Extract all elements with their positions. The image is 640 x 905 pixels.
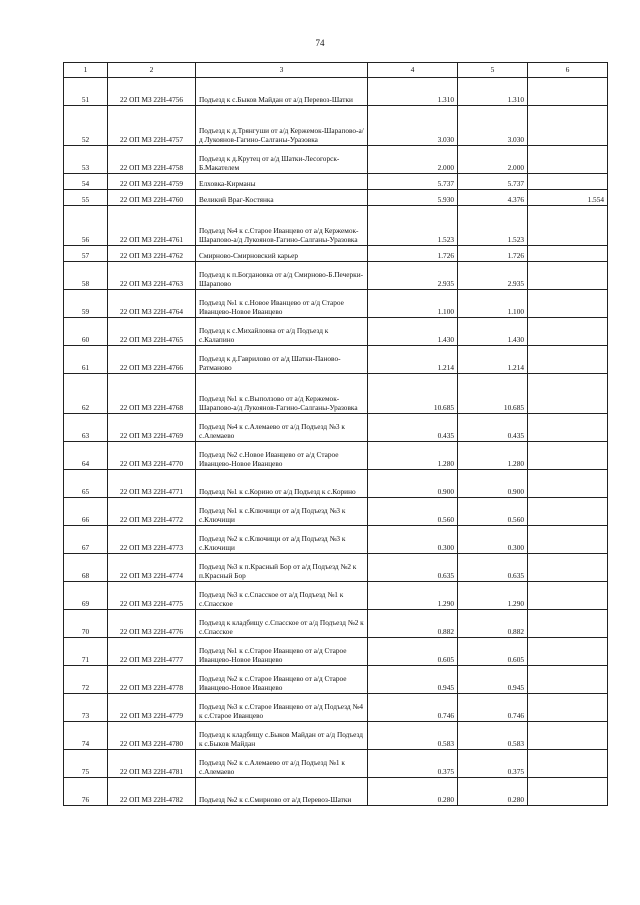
table-body [64,78,608,806]
length-column-5: 0.900 [458,470,528,498]
length-total: 10.685 [368,374,458,414]
row-number: 74 [64,722,108,750]
road-name: Подъезд №4 к с.Алемаево от а/д Подъезд №3 к с.Алемаево [196,414,368,442]
table-row [64,174,608,190]
road-code: 22 ОП МЗ 22Н-4765 [108,318,196,346]
length-total: 0.882 [368,610,458,638]
table-row [64,346,608,374]
row-number: 73 [64,694,108,722]
row-number: 75 [64,750,108,778]
road-name: Подъезд №3 к с.Старое Иванцево от а/д Подъезд №4 к с.Старое Иванцево [196,694,368,722]
length-column-5: 2.935 [458,262,528,290]
row-number: 76 [64,778,108,806]
column-header-4: 4 [368,63,458,78]
length-column-5: 1.214 [458,346,528,374]
length-total: 1.523 [368,206,458,246]
road-name: Подъезд №2 к с.Смирново от а/д Перевоз-Шатки [196,778,368,806]
table-row [64,498,608,526]
length-column-6 [528,146,608,174]
length-column-5: 0.605 [458,638,528,666]
length-column-5: 1.280 [458,442,528,470]
road-code: 22 ОП МЗ 22Н-4777 [108,638,196,666]
length-total: 0.746 [368,694,458,722]
road-name: Смирново-Смирновский карьер [196,246,368,262]
road-code: 22 ОП МЗ 22Н-4773 [108,526,196,554]
length-column-5: 0.583 [458,722,528,750]
table-row [64,414,608,442]
road-name: Подъезд №2 с.Новое Иванцево от а/д Старое Иванцево-Новое Иванцево [196,442,368,470]
road-name: Подъезд №3 к п.Красный Бор от а/д Подъезд №2 к п.Красный Бор [196,554,368,582]
road-name: Подъезд №3 к с.Спасское от а/д Подъезд №1 к с.Спасское [196,582,368,610]
length-column-6 [528,526,608,554]
table-row [64,78,608,106]
table-row [64,750,608,778]
table-row [64,106,608,146]
length-column-6 [528,722,608,750]
length-column-6 [528,262,608,290]
length-column-6 [528,246,608,262]
column-header-6: 6 [528,63,608,78]
table-header-row [64,63,608,78]
table-row [64,262,608,290]
road-code: 22 ОП МЗ 22Н-4768 [108,374,196,414]
column-header-1: 1 [64,63,108,78]
road-code: 22 ОП МЗ 22Н-4761 [108,206,196,246]
road-name: Подъезд №4 к с.Старое Иванцево от а/д Кержемок-Шарапово-а/д Лукоянов-Гагино-Салганы-Уразовка [196,206,368,246]
row-number: 64 [64,442,108,470]
length-column-6 [528,554,608,582]
row-number: 51 [64,78,108,106]
length-column-6: 1.554 [528,190,608,206]
row-number: 59 [64,290,108,318]
row-number: 63 [64,414,108,442]
road-name: Подъезд к д.Трянгуши от а/д Кержемок-Шарапово-а/д Лукоянов-Гагино-Салганы-Уразовка [196,106,368,146]
length-total: 0.280 [368,778,458,806]
length-total: 0.300 [368,526,458,554]
length-column-5: 10.685 [458,374,528,414]
road-code: 22 ОП МЗ 22Н-4763 [108,262,196,290]
length-column-6 [528,106,608,146]
length-column-6 [528,318,608,346]
row-number: 70 [64,610,108,638]
length-column-6 [528,78,608,106]
row-number: 68 [64,554,108,582]
road-name: Подъезд к д.Крутец от а/д Шатки-Лесогорск-Б.Макателем [196,146,368,174]
length-column-5: 1.523 [458,206,528,246]
table-row [64,318,608,346]
road-code: 22 ОП МЗ 22Н-4760 [108,190,196,206]
table-row [64,722,608,750]
length-total: 1.726 [368,246,458,262]
road-name: Подъезд к с.Михайловка от а/д Подъезд к с.Калапино [196,318,368,346]
length-column-5: 1.290 [458,582,528,610]
length-column-6 [528,666,608,694]
road-name: Подъезд к п.Богдановка от а/д Смирново-Б.Печерки-Шарапово [196,262,368,290]
table-row [64,526,608,554]
road-code: 22 ОП МЗ 22Н-4782 [108,778,196,806]
row-number: 60 [64,318,108,346]
length-total: 5.737 [368,174,458,190]
length-column-6 [528,442,608,470]
table-row [64,206,608,246]
road-code: 22 ОП МЗ 22Н-4776 [108,610,196,638]
length-column-6 [528,470,608,498]
road-code: 22 ОП МЗ 22Н-4766 [108,346,196,374]
road-code: 22 ОП МЗ 22Н-4757 [108,106,196,146]
road-code: 22 ОП МЗ 22Н-4758 [108,146,196,174]
row-number: 57 [64,246,108,262]
length-column-5: 2.000 [458,146,528,174]
length-total: 0.560 [368,498,458,526]
road-name: Великий Враг-Костянка [196,190,368,206]
length-column-6 [528,206,608,246]
road-name: Подъезд №1 к с.Старое Иванцево от а/д Старое Иванцево-Новое Иванцево [196,638,368,666]
length-column-5: 0.435 [458,414,528,442]
length-column-6 [528,346,608,374]
length-column-5: 3.030 [458,106,528,146]
road-code: 22 ОП МЗ 22Н-4780 [108,722,196,750]
length-total: 3.030 [368,106,458,146]
length-column-6 [528,694,608,722]
length-column-5: 1.726 [458,246,528,262]
road-name: Подъезд к кладбищу с.Быков Майдан от а/д Подъезд к с.Быков Майдан [196,722,368,750]
table-row [64,246,608,262]
road-code: 22 ОП МЗ 22Н-4779 [108,694,196,722]
road-name: Подъезд №1 к с.Ключищи от а/д Подъезд №3 к с.Ключищи [196,498,368,526]
road-name: Подъезд №2 к с.Алемаево от а/д Подъезд №1 к с.Алемаево [196,750,368,778]
length-column-5: 1.100 [458,290,528,318]
length-column-6 [528,498,608,526]
road-code: 22 ОП МЗ 22Н-4771 [108,470,196,498]
table-row [64,470,608,498]
length-total: 0.435 [368,414,458,442]
road-code: 22 ОП МЗ 22Н-4770 [108,442,196,470]
row-number: 55 [64,190,108,206]
length-column-6 [528,174,608,190]
road-code: 22 ОП МЗ 22Н-4759 [108,174,196,190]
length-total: 0.635 [368,554,458,582]
road-name: Подъезд к д.Гаврилово от а/д Шатки-Паново-Ратманово [196,346,368,374]
road-name: Подъезд №1 к с.Корино от а/д Подъезд к с.Корино [196,470,368,498]
row-number: 72 [64,666,108,694]
length-column-5: 0.560 [458,498,528,526]
table-row [64,146,608,174]
length-column-5: 0.375 [458,750,528,778]
table-row [64,610,608,638]
length-column-6 [528,582,608,610]
column-header-3: 3 [196,63,368,78]
table-row [64,666,608,694]
length-total: 0.900 [368,470,458,498]
length-total: 0.605 [368,638,458,666]
row-number: 71 [64,638,108,666]
road-name: Подъезд №1 к с.Новое Иванцево от а/д Старое Иванцево-Новое Иванцево [196,290,368,318]
road-name: Подъезд №2 к с.Ключищи от а/д Подъезд №3 к с.Ключищи [196,526,368,554]
row-number: 61 [64,346,108,374]
road-code: 22 ОП МЗ 22Н-4769 [108,414,196,442]
length-total: 5.930 [368,190,458,206]
column-header-5: 5 [458,63,528,78]
length-total: 1.290 [368,582,458,610]
road-code: 22 ОП МЗ 22Н-4778 [108,666,196,694]
road-code: 22 ОП МЗ 22Н-4762 [108,246,196,262]
length-column-5: 0.746 [458,694,528,722]
road-code: 22 ОП МЗ 22Н-4764 [108,290,196,318]
length-column-5: 4.376 [458,190,528,206]
length-column-5: 1.310 [458,78,528,106]
row-number: 62 [64,374,108,414]
length-column-6 [528,374,608,414]
length-total: 1.280 [368,442,458,470]
road-name: Подъезд №1 к с.Выползово от а/д Кержемок-Шарапово-а/д Лукоянов-Гагино-Салганы-Уразовка [196,374,368,414]
length-total: 1.100 [368,290,458,318]
length-total: 0.375 [368,750,458,778]
row-number: 53 [64,146,108,174]
row-number: 56 [64,206,108,246]
table-row [64,638,608,666]
road-name: Подъезд №2 к с.Старое Иванцево от а/д Старое Иванцево-Новое Иванцево [196,666,368,694]
table-row [64,190,608,206]
length-column-6 [528,610,608,638]
length-column-6 [528,638,608,666]
row-number: 65 [64,470,108,498]
road-name: Елховка-Кирманы [196,174,368,190]
row-number: 58 [64,262,108,290]
length-column-5: 5.737 [458,174,528,190]
table-row [64,374,608,414]
roads-table [63,62,608,806]
length-column-5: 0.882 [458,610,528,638]
length-column-5: 0.945 [458,666,528,694]
length-column-6 [528,414,608,442]
road-code: 22 ОП МЗ 22Н-4774 [108,554,196,582]
row-number: 69 [64,582,108,610]
table-row [64,694,608,722]
road-code: 22 ОП МЗ 22Н-4756 [108,78,196,106]
length-total: 2.000 [368,146,458,174]
length-column-6 [528,290,608,318]
row-number: 67 [64,526,108,554]
column-header-2: 2 [108,63,196,78]
table-row [64,582,608,610]
length-column-5: 0.635 [458,554,528,582]
row-number: 52 [64,106,108,146]
length-column-5: 0.300 [458,526,528,554]
length-column-6 [528,750,608,778]
table-row [64,778,608,806]
length-column-5: 0.280 [458,778,528,806]
road-code: 22 ОП МЗ 22Н-4781 [108,750,196,778]
length-total: 0.945 [368,666,458,694]
road-name: Подъезд к с.Быков Майдан от а/д Перевоз-Шатки [196,78,368,106]
table-row [64,554,608,582]
road-code: 22 ОП МЗ 22Н-4775 [108,582,196,610]
page-number: 74 [315,38,325,48]
table-row [64,290,608,318]
road-name: Подъезд к кладбищу с.Спасское от а/д Подъезд №2 к с.Спасское [196,610,368,638]
table-row [64,442,608,470]
length-total: 1.214 [368,346,458,374]
length-total: 0.583 [368,722,458,750]
length-total: 1.310 [368,78,458,106]
length-total: 2.935 [368,262,458,290]
row-number: 66 [64,498,108,526]
length-column-5: 1.430 [458,318,528,346]
length-column-6 [528,778,608,806]
length-total: 1.430 [368,318,458,346]
road-code: 22 ОП МЗ 22Н-4772 [108,498,196,526]
row-number: 54 [64,174,108,190]
